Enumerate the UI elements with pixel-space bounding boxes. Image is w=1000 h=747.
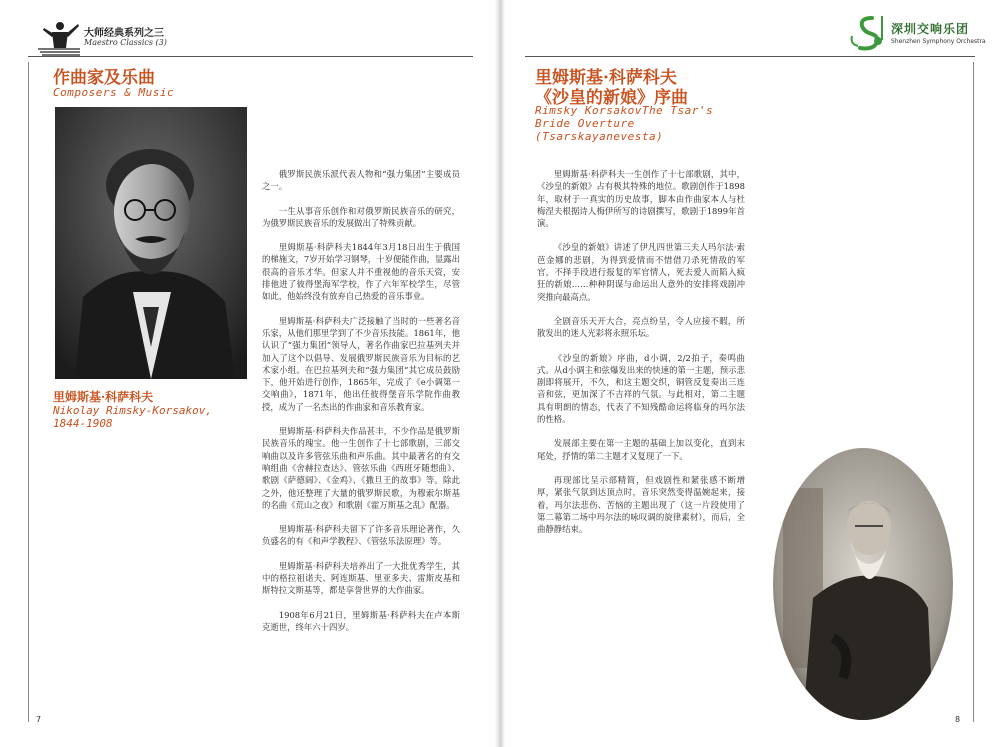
right-page	[503, 0, 1000, 747]
section-subtitle-line1: Rimsky KorsakovThe Tsar's	[535, 104, 714, 117]
left-margin-rule	[28, 62, 29, 722]
notes-paragraph: 再现部比呈示部精简，但戏剧性和紧张感不断增厚，紧张气氛到达顶点时，音乐突然变得温婉起来，接着，玛尔法悲伤、苦恼的主题出现了（这一片段使用了第二幕第二场中玛尔法的咏叹调的旋律素材），而后，全曲静静结束。	[537, 474, 745, 535]
portrait-caption-en	[53, 404, 212, 430]
portrait-caption-en-line2: 1844-1908	[53, 417, 113, 430]
bio-paragraph: 里姆斯基·科萨科夫留下了许多音乐理论著作，久负盛名的有《和声学教程》、《管弦乐法原理》等。	[262, 524, 460, 547]
page-number-right: 8	[955, 715, 961, 724]
notes-paragraph: 全剧音乐天开大合，亮点纷呈，令人应接不暇，所散发出的迷人光彩将永照乐坛。	[537, 315, 745, 339]
section-title-line2: 《沙皇的新娘》序曲	[535, 88, 688, 108]
header-divider	[28, 56, 473, 57]
section-title	[535, 68, 688, 108]
section-subtitle-line2: Bride Overture	[535, 117, 635, 130]
orchestra-name-en: Shenzhen Symphony Orchestra	[891, 38, 986, 45]
section-subtitle: Composers & Music	[53, 86, 175, 99]
bio-paragraph: 1908年6月21日，里姆斯基·科萨科夫在卢本斯克逝世，终年六十四岁。	[262, 609, 460, 632]
composer-seated-photo	[773, 448, 953, 720]
portrait-caption: 里姆斯基·科萨科夫	[53, 390, 154, 404]
section-subtitle	[535, 104, 713, 143]
section-title-line1: 里姆斯基·科萨科夫	[535, 68, 677, 88]
composer-portrait-photo	[55, 107, 247, 379]
header-divider	[525, 56, 975, 57]
portrait-caption-en-line1: Nikolay Rimsky-Korsakov,	[53, 404, 212, 417]
bio-paragraph: 一生从事音乐创作和对俄罗斯民族音乐的研究，为俄罗斯民族音乐的发展做出了特殊贡献。	[262, 205, 460, 228]
right-margin-rule	[973, 62, 974, 722]
orchestra-name: 深圳交响乐团	[891, 22, 970, 36]
series-subtitle: Maestro Classics (3)	[84, 38, 167, 47]
notes-paragraph: 《沙皇的新娘》讲述了伊凡四世第三夫人玛尔法·索芭金娜的悲剧，为得到爱情而不惜借刀杀死情敌的军官，不择手段进行报复的军官情人，死去爱人而陷入疯狂的新娘……种种阴谋与命运出人意外的安排将戏剧冲突推向最高点。	[537, 242, 745, 302]
bio-paragraph: 里姆斯基·科萨科夫1844年3月18日出生于俄国的梯施文，7岁开始学习钢琴，十岁便能作曲，显露出很高的音乐才华。但家人并不重视他的音乐天资，安排他进了彼得堡海军学校，作了六年军校学生，尽管如此，他始终没有放弃自己热爱的音乐事业。	[262, 242, 460, 302]
notes-paragraph: 发展部主要在第一主题的基础上加以变化，直到末尾处，抒情的第二主题才又复现了一下。	[537, 438, 745, 461]
notes-paragraph: 里姆斯基·科萨科夫一生创作了十七部歌剧，其中，《沙皇的新娘》占有极其特殊的地位。歌剧创作于1898年，取材于一真实的历史故事，脚本由作曲家本人与杜梅涅夫根据诗人梅伊所写的诗剧撰写，歌剧于1899年首演。	[537, 169, 745, 229]
series-title: 大师经典系列之三	[84, 28, 164, 39]
section-subtitle-line3: (Tsarskayanevesta)	[535, 130, 664, 143]
orchestra-logo-icon	[848, 14, 888, 54]
notes-paragraph: 《沙皇的新娘》序曲，d小调，2/2拍子，奏鸣曲式。从d小调主和弦爆发出来的快速的第一主题，预示悲剧即将展开，不久，和这主题交织，铜管反复奏出三连音和弦，更加深了不吉祥的气氛。与此相对，第二主题具有明朗的情态，代表了不知残酷命运将临身的玛尔法的性格。	[537, 352, 745, 425]
overture-notes	[537, 168, 745, 547]
bio-paragraph: 俄罗斯民族乐派代表人物和“强力集团”主要成员之一。	[262, 169, 460, 192]
section-title: 作曲家及乐曲	[53, 68, 155, 88]
composer-biography	[262, 168, 460, 645]
bio-paragraph: 里姆斯基·科萨科夫广泛接触了当时的一些著名音乐家，从他们那里学到了不少音乐技能。1861年，他认识了“强力集团”领导人，著名作曲家巴拉基列夫并加入了这个以倡导、发展俄罗斯民族音乐为目标的艺术家小组。在巴拉基列夫和“强力集团”其它成员鼓励下，他开始进行创作，1865年，完成了《e小调第一交响曲》，1871年，他出任彼得堡音乐学院作曲教授，成为了一名杰出的作曲家和音乐教育家。	[262, 315, 460, 412]
bio-paragraph: 里姆斯基·科萨科夫作品甚丰，不少作品是俄罗斯民族音乐的瑰宝。他一生创作了十七部歌剧，三部交响曲以及许多管弦乐曲和声乐曲。其中最著名的有交响组曲《舍赫拉查达》、管弦乐曲《西班牙随想曲》、歌剧《萨德阔》、《金鸡》、《撒旦王的故事》等。除此之外，他还整理了大量的俄罗斯民歌，为穆索尔斯基的名曲《荒山之夜》和歌剧《霍万斯基之乱》配器。	[262, 426, 460, 510]
bio-paragraph: 里姆斯基·科萨科夫培养出了一大批优秀学生，其中的格拉祖诺夫、阿连斯基、里亚多夫、雷斯皮基和斯特拉文斯基等，都是享誉世界的大作曲家。	[262, 560, 460, 596]
page-number-left: 7	[36, 715, 42, 724]
left-page	[0, 0, 497, 747]
conductor-logo-icon	[36, 18, 80, 58]
